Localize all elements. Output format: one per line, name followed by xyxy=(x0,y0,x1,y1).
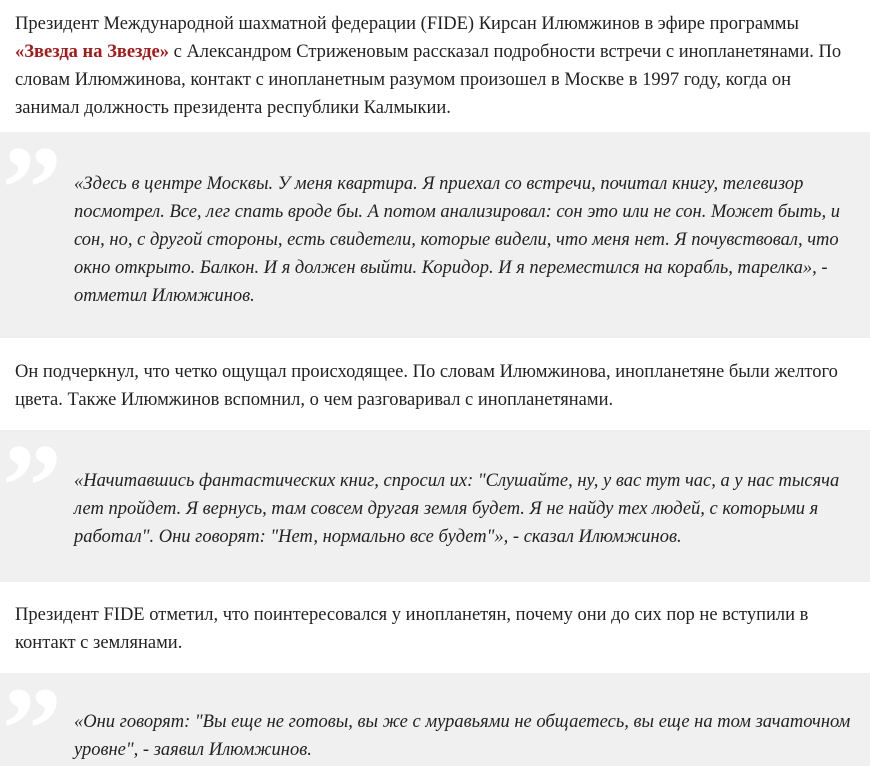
article-paragraph-3 xyxy=(15,601,860,657)
blockquote-3 xyxy=(0,673,870,766)
article-paragraph-2 xyxy=(15,358,860,414)
paragraph-text: с Александром Стриженовым рассказал подробности встречи с инопланетянами. По словам Илюмжинова, контакт с инопланетным разумом произошел в Москве в 1997 году, когда он занимал должность президента республики Калмыкии. xyxy=(15,42,842,118)
quote-text: «Начитавшись фантастических книг, спросил их: "Слушайте, ну, у вас тут час, а у нас тысяча лет пройдет. Я вернусь, там совсем другая земля будет. Я не найду тех людей, с которыми я работал". Они говорят: "Нет, нормально все будет"», - сказал Илюмжинов. xyxy=(74,471,840,547)
paragraph-text: Президент Международной шахматной федерации (FIDE) Кирсан Илюмжинов в эфире программы xyxy=(15,14,799,34)
paragraph-text: Он подчеркнул, что четко ощущал происходящее. По словам Илюмжинова, инопланетяне были желтого цвета. Также Илюмжинов вспомнил, о чем разговаривал с инопланетянами. xyxy=(15,362,838,410)
quote-mark-icon: ” xyxy=(2,673,62,766)
paragraph-text: Президент FIDE отметил, что поинтересовался у инопланетян, почему они до сих пор не вступили в контакт с землянами. xyxy=(15,605,809,653)
program-link[interactable]: «Звезда на Звезде» xyxy=(15,42,169,62)
quote-mark-icon: ” xyxy=(2,430,62,552)
blockquote-1 xyxy=(0,132,870,338)
quote-mark-icon: ” xyxy=(2,132,62,254)
blockquote-2 xyxy=(0,430,870,582)
article-paragraph-1 xyxy=(15,10,860,122)
quote-text: «Они говорят: "Вы еще не готовы, вы же с муравьями не общаетесь, вы еще на том зачаточном уровне", - заявил Илюмжинов. xyxy=(74,712,851,760)
quote-text: «Здесь в центре Москвы. У меня квартира. Я приехал со встречи, почитал книгу, телевизор посмотрел. Все, лег спать вроде бы. А потом анализировал: сон это или не сон. Может быть, и сон, но, с другой стороны, есть свидетели, которые видели, что меня нет. Я почувствовал, что окно открыто. Балкон. И я должен выйти. Коридор. И я переместился на корабль, тарелка», - отметил Илюмжинов. xyxy=(74,174,840,306)
